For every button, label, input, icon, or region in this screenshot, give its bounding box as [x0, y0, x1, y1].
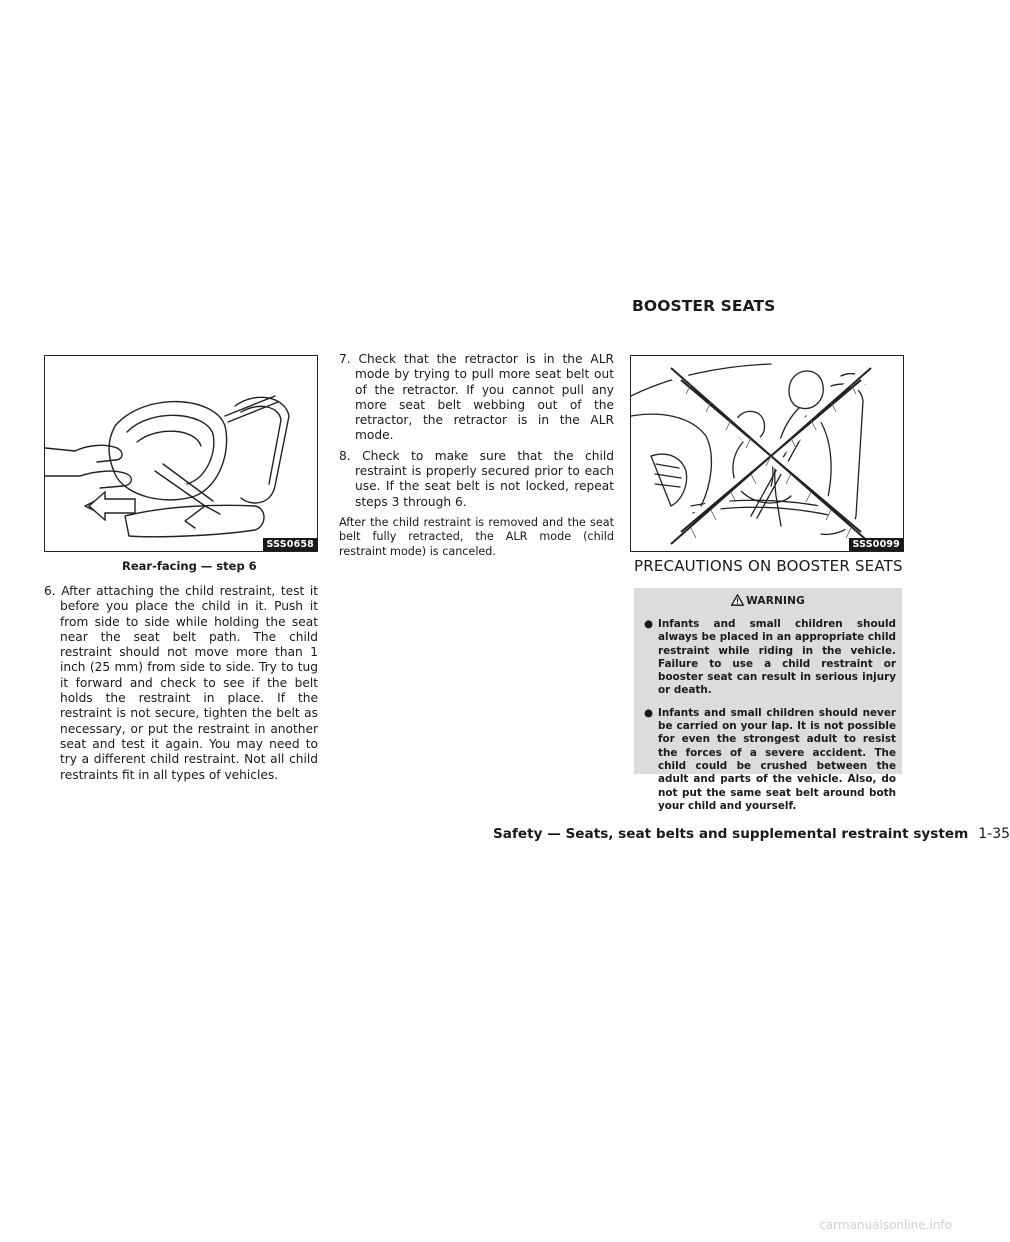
step-text: After attaching the child restraint, test it before you place the child in it. Push it from side to side while holding the seat near the seat belt path. The child restraint should not move more than 1 inch (25 mm) from side to side. Try to tug it forward and check to see if the belt holds the restraint in place. If the restraint is not secure, tighten the belt as necessary, or put the restraint in another seat and test it again. You may need to try a different child restraint. Not all child restraints fit in all types of vehicles.	[60, 584, 318, 782]
warning-title	[634, 594, 902, 609]
step-6	[44, 584, 318, 783]
left-column	[44, 584, 318, 788]
step-number: 8.	[339, 448, 351, 463]
warning-item-text: Infants and small children should never be carried on your lap. It is not possible for even the strongest adult to resist the forces of a severe accident. The child could be crushed between the adult and parts of the vehicle. Also, do not put the same seat belt around both your child and yourself.	[658, 706, 896, 812]
figure-caption: Rear-facing — step 6	[122, 559, 257, 573]
precautions-heading: PRECAUTIONS ON BOOSTER SEATS	[634, 557, 903, 575]
bullet-icon: ●	[644, 618, 654, 630]
footer-title: Safety — Seats, seat belts and supplemental restraint system	[493, 826, 969, 842]
step-number: 6.	[44, 584, 56, 598]
middle-column	[339, 352, 614, 559]
page-footer	[493, 826, 1010, 842]
step-text: Check to make sure that the child restraint is properly secured prior to each use. If the seat belt is not locked, repeat steps 3 through 6.	[355, 448, 614, 509]
alr-cancel-note: After the child restraint is removed and the seat belt fully retracted, the ALR mode (child restraint mode) is canceled.	[339, 515, 614, 558]
warning-item	[644, 707, 896, 813]
warning-triangle-icon	[731, 594, 744, 609]
bullet-icon: ●	[644, 706, 654, 719]
child-on-lap-illustration	[631, 356, 903, 551]
figure-code: SSS0658	[263, 538, 317, 551]
watermark: carmanualsonline.info	[819, 1218, 952, 1232]
page-number: 1-35	[978, 826, 1010, 842]
step-text: Check that the retractor is in the ALR mode by trying to pull more seat belt out of the retractor. If you cannot pull any more seat belt webbing out of the retractor, the retractor is in the ALR mode.	[355, 352, 614, 443]
step-number: 7.	[339, 352, 351, 366]
warning-box	[634, 588, 902, 812]
warning-list	[644, 618, 896, 813]
figure-rear-facing	[44, 355, 318, 552]
figure-code: SSS0099	[849, 538, 903, 551]
warning-item-text: Infants and small children should always be placed in an appropriate child restraint while riding in the vehicle. Failure to use a child restraint or booster seat can result in serious injury or death.	[658, 618, 896, 697]
step-8	[339, 449, 614, 510]
figure-child-on-lap-prohibited	[630, 355, 904, 552]
warning-label: WARNING	[746, 595, 805, 607]
warning-item	[644, 618, 896, 698]
section-tab: BOOSTER SEATS	[632, 297, 776, 315]
step-7	[339, 352, 614, 444]
rear-facing-seat-illustration	[45, 356, 317, 551]
